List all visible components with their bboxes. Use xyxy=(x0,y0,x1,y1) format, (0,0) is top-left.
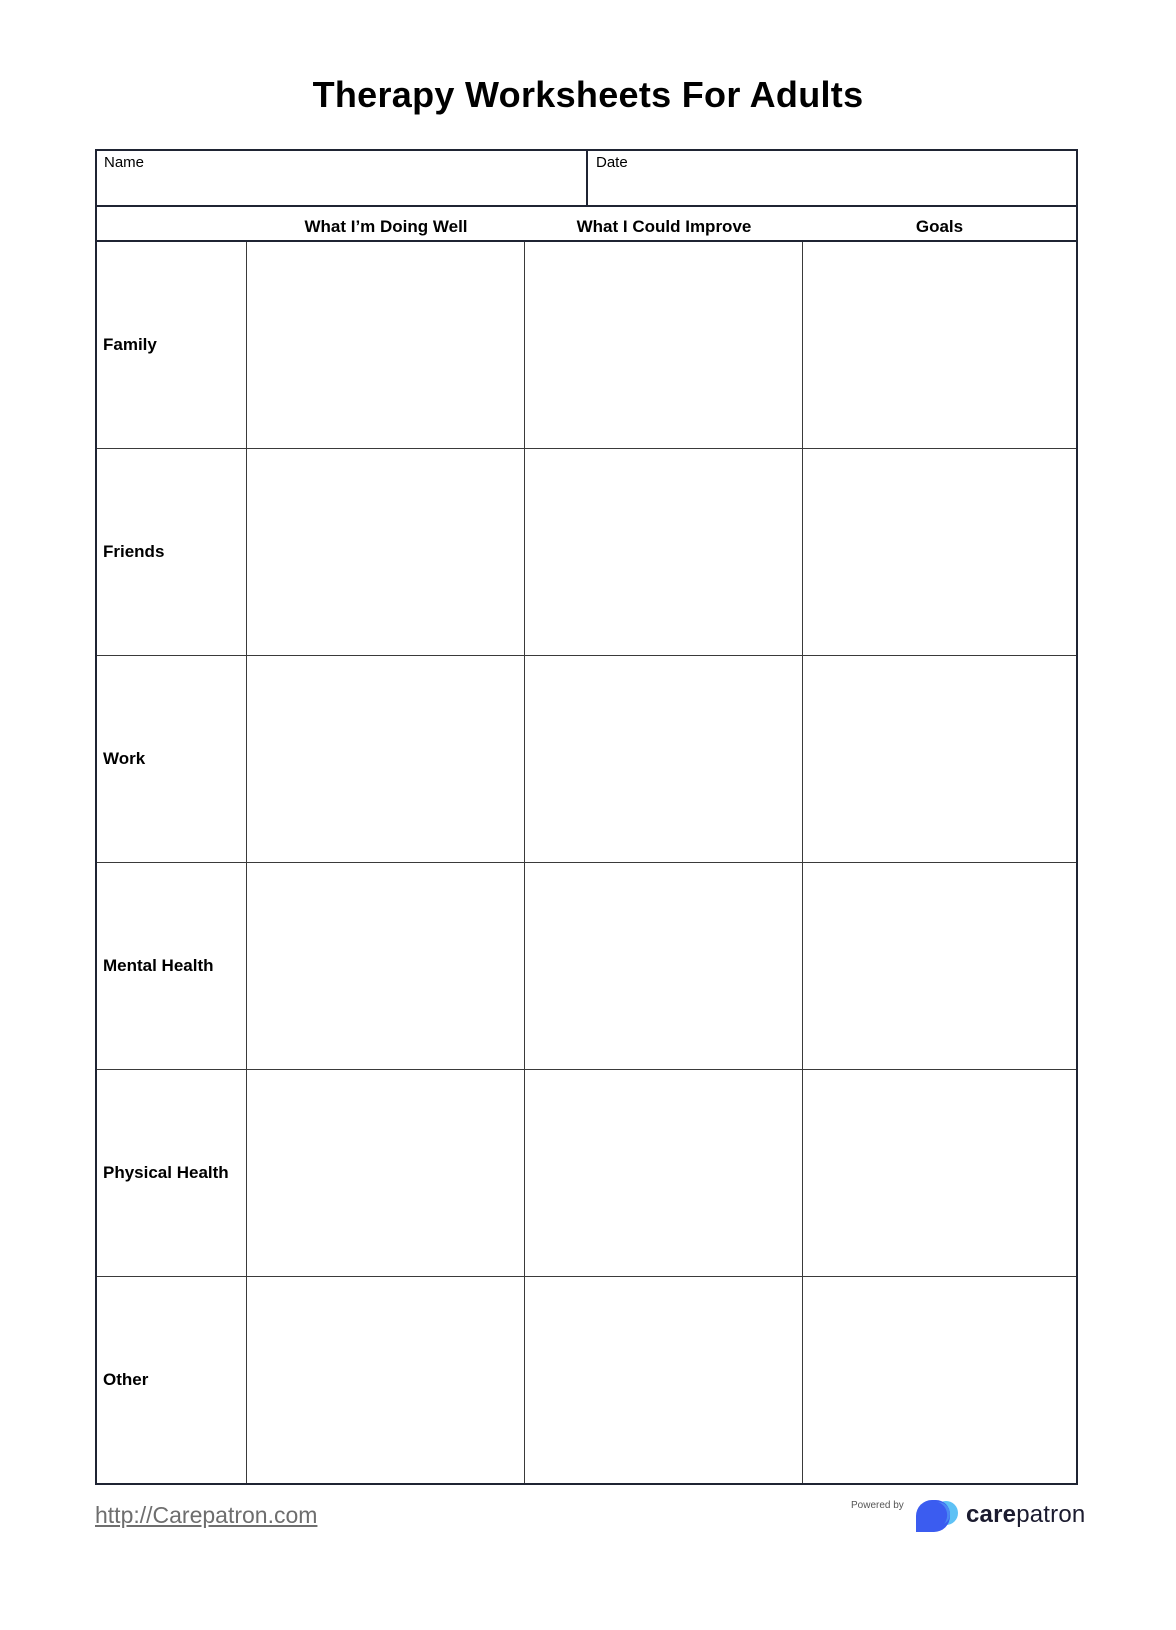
doing-well-cell[interactable] xyxy=(247,1277,525,1483)
column-header-row xyxy=(97,207,1076,242)
name-label: Name xyxy=(104,154,145,171)
name-field[interactable] xyxy=(97,151,588,205)
carepatron-wordmark xyxy=(966,1501,1085,1529)
brand-regular: patron xyxy=(1016,1501,1086,1528)
could-improve-cell[interactable] xyxy=(525,656,803,862)
could-improve-cell[interactable] xyxy=(525,863,803,1069)
worksheet-table xyxy=(95,149,1078,1485)
column-header-could-improve: What I Could Improve xyxy=(576,217,752,236)
could-improve-cell[interactable] xyxy=(525,1070,803,1276)
powered-by-label: Powered by xyxy=(851,1500,904,1511)
doing-well-cell[interactable] xyxy=(247,863,525,1069)
doing-well-cell[interactable] xyxy=(247,242,525,448)
goals-cell[interactable] xyxy=(803,242,1076,448)
table-row xyxy=(97,242,1076,449)
goals-cell[interactable] xyxy=(803,1277,1076,1483)
row-label-family: Family xyxy=(97,242,247,448)
column-header-blank xyxy=(97,207,247,240)
row-label-mental-health: Mental Health xyxy=(97,863,247,1069)
table-row xyxy=(97,863,1076,1070)
carepatron-link[interactable]: http://Carepatron.com xyxy=(95,1502,318,1528)
carepatron-logo-icon xyxy=(914,1498,962,1534)
goals-cell[interactable] xyxy=(803,656,1076,862)
table-row xyxy=(97,1277,1076,1483)
goals-cell[interactable] xyxy=(803,1070,1076,1276)
row-label-work: Work xyxy=(97,656,247,862)
page-title: Therapy Worksheets For Adults xyxy=(312,74,864,115)
doing-well-cell[interactable] xyxy=(247,1070,525,1276)
table-row xyxy=(97,656,1076,863)
column-header-goals: Goals xyxy=(915,217,964,236)
worksheet-grid xyxy=(97,242,1076,1483)
could-improve-cell[interactable] xyxy=(525,449,803,655)
could-improve-cell[interactable] xyxy=(525,242,803,448)
table-row xyxy=(97,1070,1076,1277)
row-label-physical-health: Physical Health xyxy=(97,1070,247,1276)
column-header-doing-well: What I’m Doing Well xyxy=(304,217,468,236)
goals-cell[interactable] xyxy=(803,449,1076,655)
row-label-friends: Friends xyxy=(97,449,247,655)
doing-well-cell[interactable] xyxy=(247,656,525,862)
carepatron-brand xyxy=(851,1496,1086,1536)
table-row xyxy=(97,449,1076,656)
info-row xyxy=(97,151,1076,207)
doing-well-cell[interactable] xyxy=(247,449,525,655)
row-label-other: Other xyxy=(97,1277,247,1483)
goals-cell[interactable] xyxy=(803,863,1076,1069)
date-label: Date xyxy=(596,154,628,171)
brand-bold: care xyxy=(966,1501,1017,1528)
could-improve-cell[interactable] xyxy=(525,1277,803,1483)
date-field[interactable] xyxy=(588,151,1076,205)
